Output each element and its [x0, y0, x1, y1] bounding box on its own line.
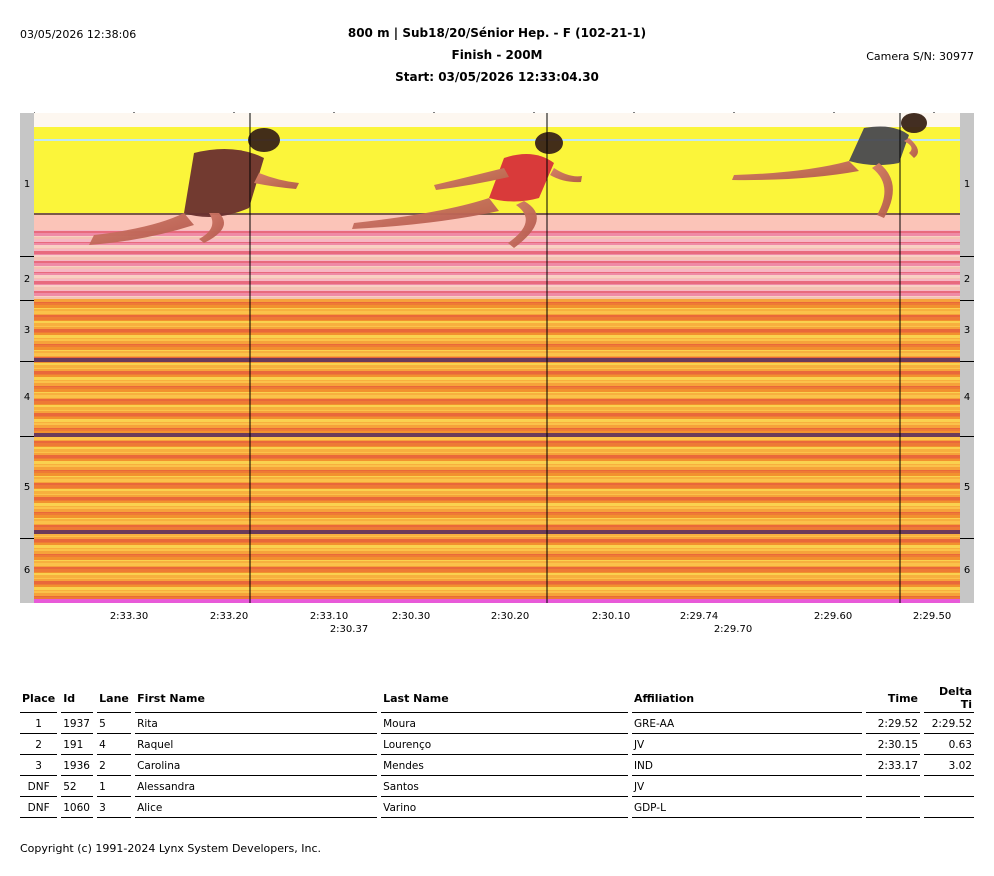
- table-cell: Moura: [381, 713, 628, 734]
- table-cell: 1060: [61, 797, 93, 818]
- results-table: [20, 684, 974, 818]
- col-last-name: Last Name: [381, 684, 628, 713]
- table-cell: [866, 776, 920, 797]
- cursor-time-label: 2:30.37: [329, 624, 369, 635]
- table-cell: 2:30.15: [866, 734, 920, 755]
- table-cell: 1: [97, 776, 131, 797]
- lane-number-6: 6: [963, 565, 971, 576]
- lane-separator: [20, 436, 34, 437]
- table-row[interactable]: [20, 713, 974, 734]
- time-axis-label: 2:29.74: [679, 611, 719, 622]
- table-cell: 2:29.52: [924, 713, 974, 734]
- table-cell: JV: [632, 776, 862, 797]
- table-row[interactable]: [20, 797, 974, 818]
- table-cell: Lourenço: [381, 734, 628, 755]
- table-cell: [866, 797, 920, 818]
- table-cell: Alice: [135, 797, 377, 818]
- table-cell: 2:33.17: [866, 755, 920, 776]
- lane-number-1: 1: [23, 179, 31, 190]
- table-cell: DNF: [20, 797, 57, 818]
- table-cell: 4: [97, 734, 131, 755]
- lane-number-3: 3: [23, 325, 31, 336]
- lane-number-2: 2: [963, 274, 971, 285]
- start-time: Start: 03/05/2026 12:33:04.30: [395, 70, 599, 84]
- lane-separator: [20, 256, 34, 257]
- time-axis-label: 2:29.50: [912, 611, 952, 622]
- time-axis-label: 2:30.10: [591, 611, 631, 622]
- table-cell: 3.02: [924, 755, 974, 776]
- table-row[interactable]: [20, 755, 974, 776]
- table-cell: 0.63: [924, 734, 974, 755]
- col-affiliation: Affiliation: [632, 684, 862, 713]
- lane-number-4: 4: [963, 392, 971, 403]
- camera-serial: Camera S/N: 30977: [866, 50, 974, 63]
- photo-bands: [34, 113, 960, 603]
- time-axis-label: 2:33.30: [109, 611, 149, 622]
- table-cell: Rita: [135, 713, 377, 734]
- col-delta: Delta Ti: [924, 684, 974, 713]
- lane-number-1: 1: [963, 179, 971, 190]
- table-row[interactable]: [20, 776, 974, 797]
- lane-separator: [20, 538, 34, 539]
- table-cell: Mendes: [381, 755, 628, 776]
- table-cell: 2: [97, 755, 131, 776]
- time-axis-label: 2:33.20: [209, 611, 249, 622]
- col-time: Time: [866, 684, 920, 713]
- lane-number-5: 5: [963, 482, 971, 493]
- table-cell: Raquel: [135, 734, 377, 755]
- table-cell: Alessandra: [135, 776, 377, 797]
- table-cell: 5: [97, 713, 131, 734]
- table-cell: GRE-AA: [632, 713, 862, 734]
- table-header-row: [20, 684, 974, 713]
- table-row[interactable]: [20, 734, 974, 755]
- table-cell: DNF: [20, 776, 57, 797]
- table-cell: 191: [61, 734, 93, 755]
- table-cell: IND: [632, 755, 862, 776]
- table-cell: 1937: [61, 713, 93, 734]
- lane-separator: [960, 256, 974, 257]
- lane-separator: [960, 538, 974, 539]
- copyright: Copyright (c) 1991-2024 Lynx System Developers, Inc.: [20, 842, 322, 855]
- lane-separator: [20, 361, 34, 362]
- time-axis-label: 2:29.60: [813, 611, 853, 622]
- time-axis-label: 2:33.10: [309, 611, 349, 622]
- lane-number-4: 4: [23, 392, 31, 403]
- time-axis-label: 2:30.20: [490, 611, 530, 622]
- table-cell: Carolina: [135, 755, 377, 776]
- lane-separator: [960, 300, 974, 301]
- lane-number-6: 6: [23, 565, 31, 576]
- time-ruler: [34, 105, 960, 113]
- table-cell: 2:29.52: [866, 713, 920, 734]
- col-place: Place: [20, 684, 57, 713]
- table-cell: 52: [61, 776, 93, 797]
- lane-number-3: 3: [963, 325, 971, 336]
- table-cell: 1936: [61, 755, 93, 776]
- table-cell: 2: [20, 734, 57, 755]
- time-axis-label: 2:30.30: [391, 611, 431, 622]
- lane-number-2: 2: [23, 274, 31, 285]
- lane-number-5: 5: [23, 482, 31, 493]
- table-cell: [924, 776, 974, 797]
- col-lane: Lane: [97, 684, 131, 713]
- cursor-time-label: 2:29.70: [713, 624, 753, 635]
- printed-timestamp: 03/05/2026 12:38:06: [20, 28, 137, 41]
- lane-separator: [960, 361, 974, 362]
- col-id: Id: [61, 684, 93, 713]
- event-title: 800 m | Sub18/20/Sénior Hep. - F (102-21-1): [347, 26, 647, 40]
- event-subtitle: Finish - 200M: [451, 48, 543, 62]
- col-first-name: First Name: [135, 684, 377, 713]
- table-cell: [924, 797, 974, 818]
- lane-separator: [20, 300, 34, 301]
- table-cell: JV: [632, 734, 862, 755]
- table-cell: GDP-L: [632, 797, 862, 818]
- table-cell: Varino: [381, 797, 628, 818]
- table-cell: 1: [20, 713, 57, 734]
- lane-separator: [960, 436, 974, 437]
- table-cell: Santos: [381, 776, 628, 797]
- table-cell: 3: [20, 755, 57, 776]
- table-cell: 3: [97, 797, 131, 818]
